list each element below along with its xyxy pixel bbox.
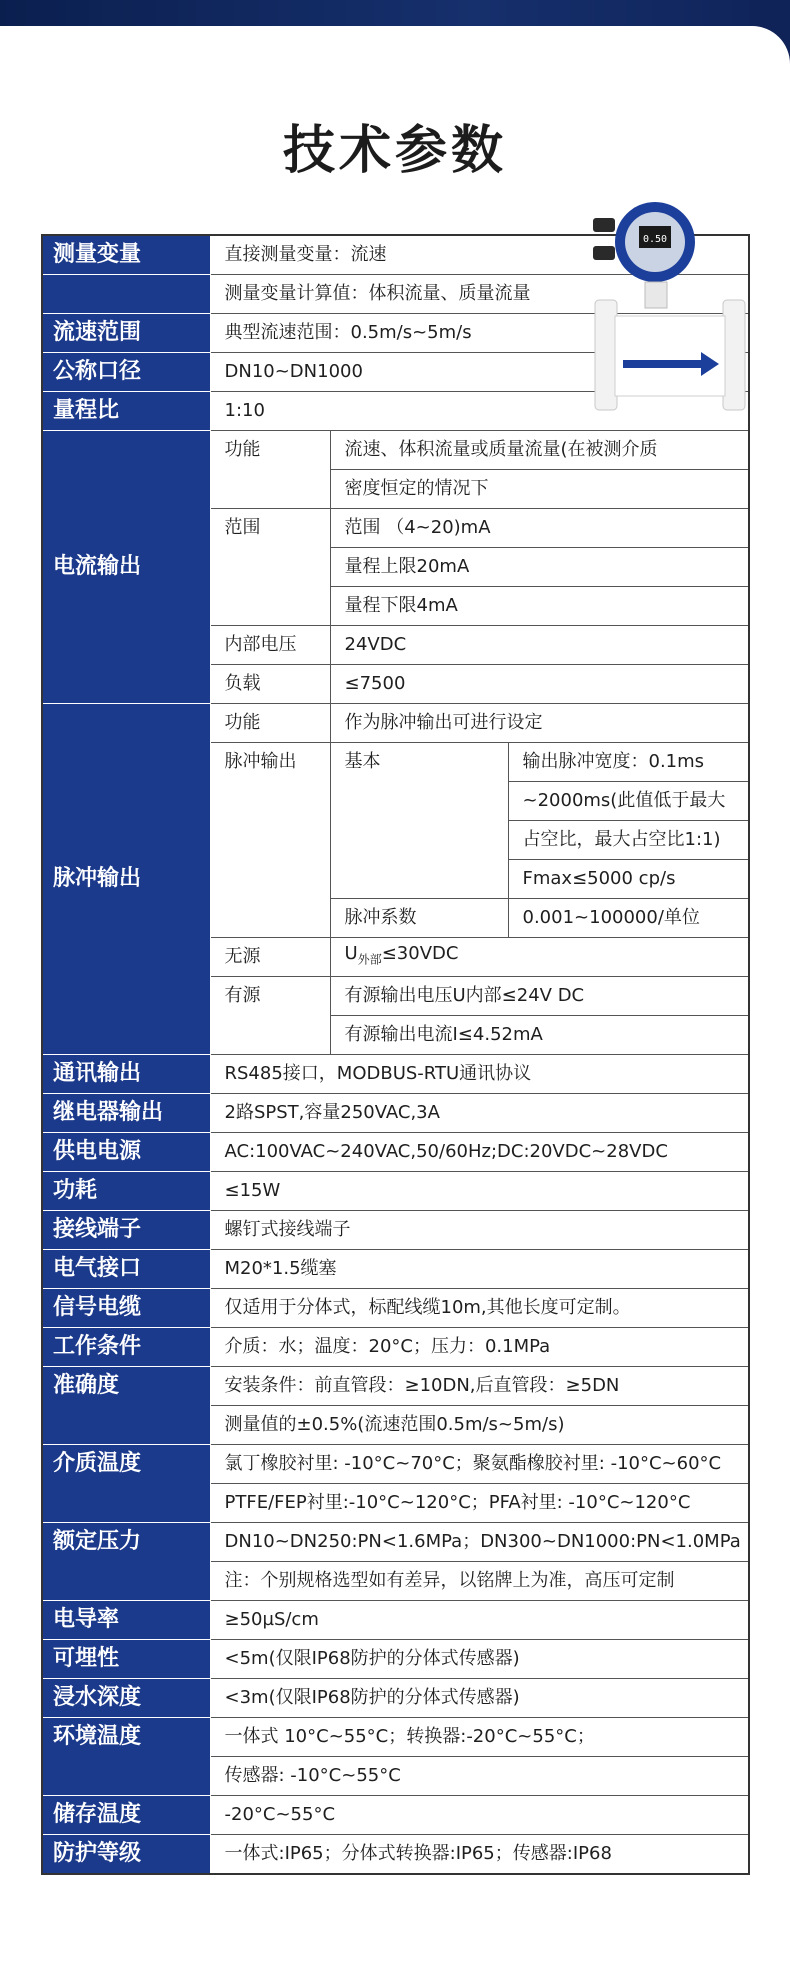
row-value: 有源输出电压U内部≤24V DC xyxy=(330,977,749,1016)
sub-label: 脉冲系数 xyxy=(330,899,508,938)
table-row xyxy=(42,1289,749,1328)
row-label: 通讯输出 xyxy=(42,1055,210,1094)
row-value: DN10~DN250:PN<1.6MPa；DN300~DN1000:PN<1.0MPa xyxy=(210,1523,749,1562)
row-value xyxy=(330,938,749,977)
table-row xyxy=(42,1835,749,1875)
row-label: 工作条件 xyxy=(42,1328,210,1367)
row-value: 一体式 10°C~55°C；转换器:-20°C~55°C； xyxy=(210,1718,749,1757)
cable-gland-top xyxy=(593,218,615,232)
table-row xyxy=(42,1601,749,1640)
passive-u: U xyxy=(344,943,358,965)
table-row xyxy=(42,1172,749,1211)
sub-label: 基本 xyxy=(330,743,508,899)
table-row xyxy=(42,1328,749,1367)
row-value: 安装条件：前直管段：≥10DN,后直管段：≥5DN xyxy=(210,1367,749,1406)
table-row xyxy=(42,1523,749,1562)
row-label: 可埋性 xyxy=(42,1640,210,1679)
flange-right xyxy=(723,300,745,410)
row-label: 继电器输出 xyxy=(42,1094,210,1133)
page-title: 技术参数 xyxy=(282,121,507,181)
table-row xyxy=(42,1094,749,1133)
table-row xyxy=(42,1679,749,1718)
table-row xyxy=(42,1055,749,1094)
row-value: 有源输出电流I≤4.52mA xyxy=(330,1016,749,1055)
row-value: 范围 （4~20)mA xyxy=(330,509,749,548)
sub-label: 有源 xyxy=(210,977,330,1055)
row-value: Fmax≤5000 cp/s xyxy=(508,860,749,899)
row-value: 传感器: -10°C~55°C xyxy=(210,1757,749,1796)
row-label: 电导率 xyxy=(42,1601,210,1640)
row-label: 供电电源 xyxy=(42,1133,210,1172)
row-value: 注：个别规格选型如有差异，以铭牌上为准，高压可定制 xyxy=(210,1562,749,1601)
flange-left xyxy=(595,300,617,410)
row-label: 额定压力 xyxy=(42,1523,210,1601)
row-value: ≤7500 xyxy=(330,665,749,704)
row-label: 环境温度 xyxy=(42,1718,210,1796)
table-row xyxy=(42,1367,749,1406)
row-value: -20°C~55°C xyxy=(210,1796,749,1835)
table-row xyxy=(42,1250,749,1289)
row-label: 电流输出 xyxy=(42,431,210,704)
table-row xyxy=(42,704,749,743)
row-value: 仅适用于分体式，标配线缆10m,其他长度可定制。 xyxy=(210,1289,749,1328)
row-label: 介质温度 xyxy=(42,1445,210,1523)
row-label: 防护等级 xyxy=(42,1835,210,1875)
row-value: 0.001~100000/单位 xyxy=(508,899,749,938)
row-value: 24VDC xyxy=(330,626,749,665)
row-value: AC:100VAC~240VAC,50/60Hz;DC:20VDC~28VDC xyxy=(210,1133,749,1172)
row-label: 储存温度 xyxy=(42,1796,210,1835)
row-label: 测量变量 xyxy=(42,235,210,275)
flowmeter-image xyxy=(593,200,747,420)
neck xyxy=(645,282,667,308)
row-value: 量程下限4mA xyxy=(330,587,749,626)
row-value: 螺钉式接线端子 xyxy=(210,1211,749,1250)
row-value: 输出脉冲宽度：0.1ms xyxy=(508,743,749,782)
table-row xyxy=(42,1211,749,1250)
row-value: RS485接口，MODBUS-RTU通讯协议 xyxy=(210,1055,749,1094)
row-label: 公称口径 xyxy=(42,353,210,392)
sub-label: 功能 xyxy=(210,431,330,509)
row-label-empty xyxy=(42,275,210,314)
row-value: ~2000ms(此值低于最大 xyxy=(508,782,749,821)
row-value: 测量值的±0.5%(流速范围0.5m/s~5m/s) xyxy=(210,1406,749,1445)
row-value: 典型流速范围：0.5m/s~5m/s xyxy=(210,314,749,353)
display-reading: 0.50 xyxy=(642,234,668,245)
table-row xyxy=(42,1445,749,1484)
row-value: 密度恒定的情况下 xyxy=(330,470,749,509)
row-label: 功耗 xyxy=(42,1172,210,1211)
row-value: ≤15W xyxy=(210,1172,749,1211)
row-value: 测量变量计算值：体积流量、质量流量 xyxy=(210,275,749,314)
row-value: DN10~DN1000 xyxy=(210,353,749,392)
row-value: ≥50µS/cm xyxy=(210,1601,749,1640)
sub-label: 内部电压 xyxy=(210,626,330,665)
row-value: 一体式:IP65；分体式转换器:IP65；传感器:IP68 xyxy=(210,1835,749,1875)
row-label: 浸水深度 xyxy=(42,1679,210,1718)
sub-label: 脉冲输出 xyxy=(210,743,330,938)
cable-gland-bottom xyxy=(593,246,615,260)
table-row xyxy=(42,1133,749,1172)
table-row xyxy=(42,431,749,470)
row-label: 脉冲输出 xyxy=(42,704,210,1055)
row-label: 量程比 xyxy=(42,392,210,431)
row-value: 作为脉冲输出可进行设定 xyxy=(330,704,749,743)
table-row xyxy=(42,1640,749,1679)
row-value: <5m(仅限IP68防护的分体式传感器) xyxy=(210,1640,749,1679)
sub-label: 功能 xyxy=(210,704,330,743)
row-value: 1:10 xyxy=(210,392,749,431)
row-value: PTFE/FEP衬里:-10°C~120°C；PFA衬里: -10°C~120°C xyxy=(210,1484,749,1523)
table-row xyxy=(42,1718,749,1757)
sensor-body xyxy=(615,316,725,396)
row-value: 介质：水；温度：20°C；压力：0.1MPa xyxy=(210,1328,749,1367)
row-value: 氯丁橡胶衬里: -10°C~70°C；聚氨酯橡胶衬里: -10°C~60°C xyxy=(210,1445,749,1484)
row-value: 直接测量变量：流速 xyxy=(210,235,749,275)
passive-limit: ≤30VDC xyxy=(381,943,459,965)
row-value: M20*1.5缆塞 xyxy=(210,1250,749,1289)
row-label: 流速范围 xyxy=(42,314,210,353)
table-row xyxy=(42,1796,749,1835)
row-label: 电气接口 xyxy=(42,1250,210,1289)
sub-label: 范围 xyxy=(210,509,330,626)
row-label: 准确度 xyxy=(42,1367,210,1445)
sub-label: 负载 xyxy=(210,665,330,704)
top-banner xyxy=(0,0,790,26)
row-label: 信号电缆 xyxy=(42,1289,210,1328)
spec-table xyxy=(41,234,750,1875)
row-value: 量程上限20mA xyxy=(330,548,749,587)
row-label: 接线端子 xyxy=(42,1211,210,1250)
passive-subscript: 外部 xyxy=(357,952,382,967)
row-value: 2路SPST,容量250VAC,3A xyxy=(210,1094,749,1133)
row-value: 流速、体积流量或质量流量(在被测介质 xyxy=(330,431,749,470)
sub-label: 无源 xyxy=(210,938,330,977)
row-value: 占空比，最大占空比1:1) xyxy=(508,821,749,860)
row-value: <3m(仅限IP68防护的分体式传感器) xyxy=(210,1679,749,1718)
